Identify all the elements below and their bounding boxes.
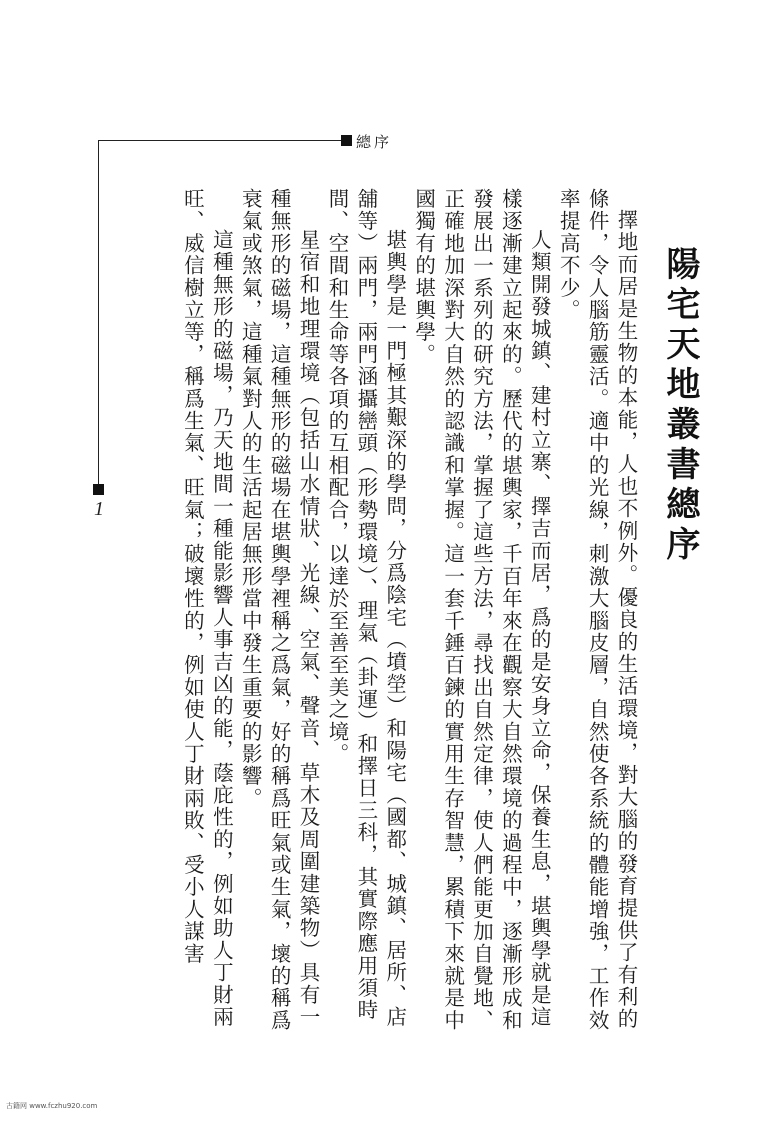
page-title: 陽宅天地叢書總序 bbox=[660, 246, 700, 566]
page-number: 1 bbox=[94, 498, 104, 520]
paragraph: 人類開發城鎮、建村立寨、擇吉而居，爲的是安身立命，保養生息，堪輿學就是這樣逐漸建立起來的。歷代的堪輿家，千百年來在觀察大自然環境的過程中，逐漸形成和發展出一系列的研究方法，掌握了這些方法，尋找出自然定律，使人們能更加自覺地、正確地加深對大自然的認識和掌握。這一套千錘百鍊的實用生存智慧，累積下來就是中國獨有的堪輿學。 bbox=[411, 188, 552, 1032]
square-bullet-icon bbox=[341, 135, 352, 146]
frame-line-top bbox=[98, 140, 341, 141]
square-bullet-icon bbox=[93, 484, 104, 495]
paragraph: 星宿和地理環境（包括山水情狀、光線、空氣、聲音、草木及周圍建築物）具有一種無形的磁場，這種無形的磁場在堪輿學裡稱之爲氣，好的稱爲旺氣或生氣，壞的稱爲衰氣或煞氣，這種氣對人的生活起居無形當中發生重要的影響。 bbox=[238, 188, 321, 1032]
running-header: 總序 bbox=[356, 133, 393, 151]
frame-line-left bbox=[98, 140, 99, 485]
body-text bbox=[160, 188, 640, 1048]
paragraph: 堪輿學是一門極其艱深的學問，分爲陰宅（墳塋）和陽宅（國都、城鎮、居所、店舖等）兩門，兩門涵攝巒頭（形勢環境）、理氣（卦運）和擇日三科，其實際應用須時間、空間和生命等各項的互相配合，以達於至善至美之境。 bbox=[324, 188, 407, 1029]
watermark: 古籍网 www.fczhu920.com bbox=[6, 1102, 98, 1110]
paragraph: 擇地而居是生物的本能，人也不例外。優良的生活環境，對大腦的發育提供了有利的條件，令人腦筋靈活。適中的光線，刺激大腦皮層，自然使各系統的體能增強，工作效率提高不少。 bbox=[556, 188, 638, 1032]
paragraph: 這種無形的磁場，乃天地間一種能影響人事吉凶的能，蔭庇性的，例如助人丁財兩旺、威信樹立等，稱爲生氣、旺氣；破壞性的，例如使人丁財兩敗、受小人謀害 bbox=[180, 188, 234, 1029]
